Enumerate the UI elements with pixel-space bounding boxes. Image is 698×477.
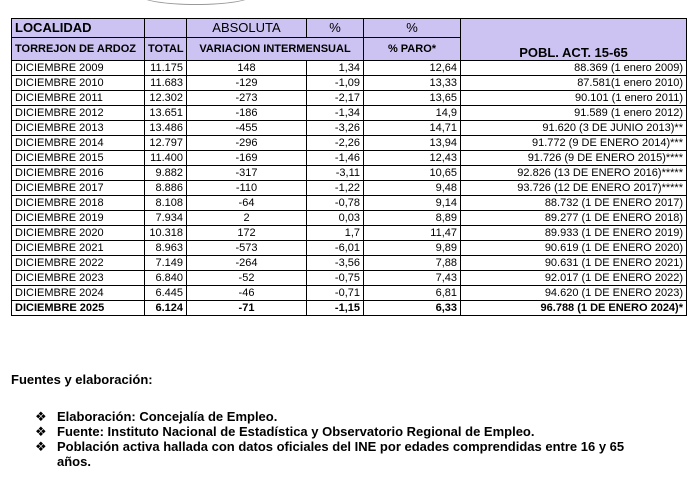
header-absoluta: ABSOLUTA (187, 19, 307, 38)
cell-absoluta: -455 (187, 121, 307, 136)
cell-total: 8.886 (145, 181, 187, 196)
cell-poblacion: 89.277 (1 DE ENERO 2018) (461, 211, 687, 226)
cell-total: 11.175 (145, 61, 187, 76)
cell-paro: 8,89 (364, 211, 461, 226)
cell-poblacion: 92.017 (1 DE ENERO 2022) (461, 271, 687, 286)
note-text: Fuente: Instituto Nacional de Estadística y Observatorio Regional de Empleo. (57, 424, 535, 439)
cell-paro: 9,14 (364, 196, 461, 211)
diamond-bullet-icon: ❖ (35, 439, 47, 454)
cell-total: 13.651 (145, 106, 187, 121)
note-item (35, 424, 691, 439)
table-row (12, 121, 687, 136)
notes-list (11, 409, 691, 469)
cell-fecha: DICIEMBRE 2025 (12, 301, 145, 316)
cell-porcentaje: 1,34 (307, 61, 364, 76)
table-row (12, 136, 687, 151)
table-row (12, 241, 687, 256)
header-poblacion: POBL. ACT. 15-65 (461, 19, 687, 61)
cell-absoluta: -46 (187, 286, 307, 301)
cell-fecha: DICIEMBRE 2016 (12, 166, 145, 181)
cell-fecha: DICIEMBRE 2024 (12, 286, 145, 301)
header-localidad: LOCALIDAD (12, 19, 145, 38)
cell-porcentaje: -1,34 (307, 106, 364, 121)
cell-fecha: DICIEMBRE 2021 (12, 241, 145, 256)
header-pct-variacion: % (307, 19, 364, 38)
note-item (35, 439, 691, 469)
sources-notes (11, 372, 691, 469)
cell-paro: 13,94 (364, 136, 461, 151)
cell-poblacion: 88.732 (1 DE ENERO 2017) (461, 196, 687, 211)
cell-fecha: DICIEMBRE 2019 (12, 211, 145, 226)
cell-porcentaje: -1,09 (307, 76, 364, 91)
cell-absoluta: 2 (187, 211, 307, 226)
cell-poblacion: 90.101 (1 enero 2011) (461, 91, 687, 106)
cell-absoluta: 148 (187, 61, 307, 76)
cell-fecha: DICIEMBRE 2009 (12, 61, 145, 76)
table-row (12, 211, 687, 226)
cell-porcentaje: 1,7 (307, 226, 364, 241)
cell-poblacion: 89.933 (1 DE ENERO 2019) (461, 226, 687, 241)
cell-paro: 9,48 (364, 181, 461, 196)
cell-paro: 9,89 (364, 241, 461, 256)
header-total: TOTAL (145, 38, 187, 61)
cell-absoluta: 172 (187, 226, 307, 241)
table-row (12, 76, 687, 91)
table-row (12, 196, 687, 211)
cell-total: 8.108 (145, 196, 187, 211)
cell-porcentaje: -1,15 (307, 301, 364, 316)
cell-absoluta: -110 (187, 181, 307, 196)
cell-fecha: DICIEMBRE 2011 (12, 91, 145, 106)
cell-paro: 13,65 (364, 91, 461, 106)
cell-porcentaje: -1,46 (307, 151, 364, 166)
diamond-bullet-icon: ❖ (35, 424, 47, 439)
cell-total: 12.797 (145, 136, 187, 151)
header-variacion: VARIACION INTERMENSUAL (187, 38, 364, 61)
cell-total: 10.318 (145, 226, 187, 241)
decorative-curve (140, 0, 252, 5)
header-empty (145, 19, 187, 38)
cell-poblacion: 91.772 (9 DE ENERO 2014)*** (461, 136, 687, 151)
cell-absoluta: -186 (187, 106, 307, 121)
cell-poblacion: 90.631 (1 DE ENERO 2021) (461, 256, 687, 271)
cell-porcentaje: 0,03 (307, 211, 364, 226)
cell-absoluta: -317 (187, 166, 307, 181)
cell-paro: 7,88 (364, 256, 461, 271)
cell-fecha: DICIEMBRE 2014 (12, 136, 145, 151)
cell-absoluta: -52 (187, 271, 307, 286)
table-row (12, 286, 687, 301)
cell-porcentaje: -3,11 (307, 166, 364, 181)
cell-total: 6.840 (145, 271, 187, 286)
header-paro: % PARO* (364, 38, 461, 61)
cell-paro: 13,33 (364, 76, 461, 91)
cell-poblacion: 93.726 (12 DE ENERO 2017)***** (461, 181, 687, 196)
cell-paro: 7,43 (364, 271, 461, 286)
header-pct-paro: % (364, 19, 461, 38)
cell-fecha: DICIEMBRE 2010 (12, 76, 145, 91)
cell-paro: 12,64 (364, 61, 461, 76)
cell-paro: 6,33 (364, 301, 461, 316)
cell-absoluta: -573 (187, 241, 307, 256)
cell-poblacion: 87.581(1 enero 2010) (461, 76, 687, 91)
cell-porcentaje: -0,75 (307, 271, 364, 286)
cell-porcentaje: -3,26 (307, 121, 364, 136)
cell-total: 7.934 (145, 211, 187, 226)
cell-total: 12.302 (145, 91, 187, 106)
cell-paro: 14,71 (364, 121, 461, 136)
cell-porcentaje: -3,56 (307, 256, 364, 271)
table-row (12, 106, 687, 121)
cell-absoluta: -129 (187, 76, 307, 91)
cell-absoluta: -273 (187, 91, 307, 106)
cell-fecha: DICIEMBRE 2012 (12, 106, 145, 121)
cell-total: 7.149 (145, 256, 187, 271)
cell-total: 6.124 (145, 301, 187, 316)
table-row (12, 91, 687, 106)
cell-fecha: DICIEMBRE 2023 (12, 271, 145, 286)
cell-poblacion: 91.620 (3 DE JUNIO 2013)** (461, 121, 687, 136)
cell-paro: 6,81 (364, 286, 461, 301)
diamond-bullet-icon: ❖ (35, 409, 47, 424)
cell-fecha: DICIEMBRE 2018 (12, 196, 145, 211)
table-row (12, 256, 687, 271)
unemployment-table (11, 18, 687, 316)
table-row (12, 166, 687, 181)
cell-fecha: DICIEMBRE 2017 (12, 181, 145, 196)
cell-fecha: DICIEMBRE 2022 (12, 256, 145, 271)
cell-paro: 10,65 (364, 166, 461, 181)
header-row-1 (12, 19, 687, 38)
cell-total: 11.400 (145, 151, 187, 166)
cell-fecha: DICIEMBRE 2013 (12, 121, 145, 136)
cell-poblacion: 94.620 (1 DE ENERO 2023) (461, 286, 687, 301)
cell-poblacion: 91.589 (1 enero 2012) (461, 106, 687, 121)
cell-absoluta: -296 (187, 136, 307, 151)
cell-absoluta: -169 (187, 151, 307, 166)
cell-paro: 11,47 (364, 226, 461, 241)
cell-total: 11.683 (145, 76, 187, 91)
table-row (12, 151, 687, 166)
cell-absoluta: -71 (187, 301, 307, 316)
cell-porcentaje: -2,17 (307, 91, 364, 106)
cell-porcentaje: -0,71 (307, 286, 364, 301)
cell-fecha: DICIEMBRE 2015 (12, 151, 145, 166)
cell-poblacion: 88.369 (1 enero 2009) (461, 61, 687, 76)
cell-poblacion: 92.826 (13 DE ENERO 2016)***** (461, 166, 687, 181)
table-row (12, 271, 687, 286)
cell-porcentaje: -0,78 (307, 196, 364, 211)
cell-absoluta: -264 (187, 256, 307, 271)
cell-porcentaje: -6,01 (307, 241, 364, 256)
cell-porcentaje: -1,22 (307, 181, 364, 196)
cell-paro: 14,9 (364, 106, 461, 121)
header-torrejon: TORREJON DE ARDOZ (12, 38, 145, 61)
table-row (12, 301, 687, 316)
note-text: Población activa hallada con datos oficiales del INE por edades comprendidas entre 16 y 65 años. (57, 439, 625, 469)
cell-porcentaje: -2,26 (307, 136, 364, 151)
cell-total: 6.445 (145, 286, 187, 301)
note-item (35, 409, 691, 424)
cell-poblacion: 91.726 (9 DE ENERO 2015)**** (461, 151, 687, 166)
cell-paro: 12,43 (364, 151, 461, 166)
table-row (12, 226, 687, 241)
cell-total: 8.963 (145, 241, 187, 256)
note-text: Elaboración: Concejalía de Empleo. (57, 409, 278, 424)
cell-absoluta: -64 (187, 196, 307, 211)
table-row (12, 181, 687, 196)
cell-total: 9.882 (145, 166, 187, 181)
cell-fecha: DICIEMBRE 2020 (12, 226, 145, 241)
notes-title: Fuentes y elaboración: (11, 372, 153, 387)
cell-poblacion: 96.788 (1 DE ENERO 2024)* (461, 301, 687, 316)
table-row (12, 61, 687, 76)
cell-total: 13.486 (145, 121, 187, 136)
cell-poblacion: 90.619 (1 DE ENERO 2020) (461, 241, 687, 256)
